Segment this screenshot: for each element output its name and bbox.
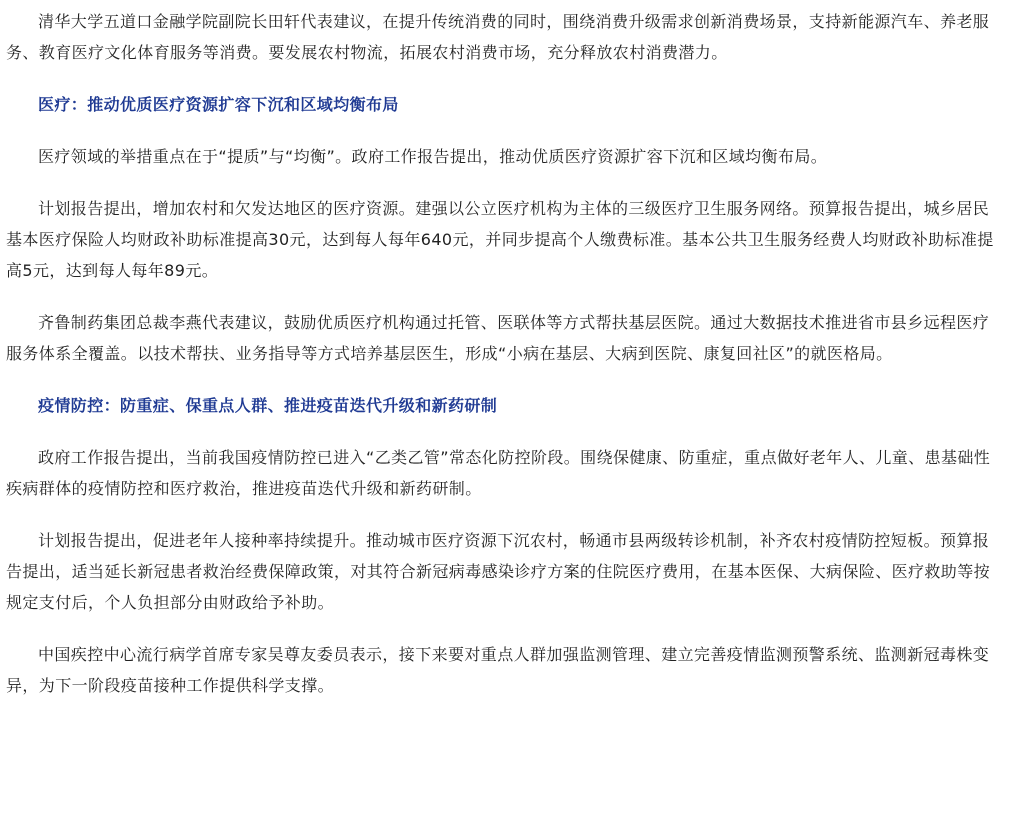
paragraph-epidemic-intro: 政府工作报告提出，当前我国疫情防控已进入“乙类乙管”常态化防控阶段。围绕保健康、防重症，重点做好老年人、儿童、患基础性疾病群体的疫情防控和医疗救治，推进疫苗迭代升级和新药研制。 bbox=[6, 448, 991, 498]
paragraph-healthcare-proposal: 齐鲁制药集团总裁李燕代表建议，鼓励优质医疗机构通过托管、医联体等方式帮扶基层医院。通过大数据技术推进省市县乡远程医疗服务体系全覆盖。以技术帮扶、业务指导等方式培养基层医生，形成“小病在基层、大病到医院、康复回社区”的就医格局。 bbox=[6, 313, 990, 363]
paragraph-healthcare-plan: 计划报告提出，增加农村和欠发达地区的医疗资源。建强以公立医疗机构为主体的三级医疗卫生服务网络。预算报告提出，城乡居民基本医疗保险人均财政补助标准提高30元，达到每人每年640元，并同步提高个人缴费标准。基本公共卫生服务经费人均财政补助标准提高5元，达到每人每年89元。 bbox=[6, 199, 994, 280]
section-heading-epidemic: 疫情防控：防重症、保重点人群、推进疫苗迭代升级和新药研制 bbox=[38, 396, 498, 415]
paragraph-epidemic-plan: 计划报告提出，促进老年人接种率持续提升。推动城市医疗资源下沉农村，畅通市县两级转诊机制，补齐农村疫情防控短板。预算报告提出，适当延长新冠患者救治经费保障政策，对其符合新冠病毒感染诊疗方案的住院医疗费用，在基本医保、大病保险、医疗救助等按规定支付后，个人负担部分由财政给予补助。 bbox=[6, 531, 991, 612]
paragraph-epidemic-expert: 中国疾控中心流行病学首席专家吴尊友委员表示，接下来要对重点人群加强监测管理、建立完善疫情监测预警系统、监测新冠毒株变异，为下一阶段疫苗接种工作提供科学支撑。 bbox=[6, 645, 990, 695]
paragraph-consumption: 清华大学五道口金融学院副院长田轩代表建议，在提升传统消费的同时，围绕消费升级需求创新消费场景，支持新能源汽车、养老服务、教育医疗文化体育服务等消费。要发展农村物流，拓展农村消费市场，充分释放农村消费潜力。 bbox=[6, 12, 990, 62]
section-heading-healthcare: 医疗：推动优质医疗资源扩容下沉和区域均衡布局 bbox=[38, 95, 399, 114]
paragraph-healthcare-intro: 医疗领域的举措重点在于“提质”与“均衡”。政府工作报告提出，推动优质医疗资源扩容下沉和区域均衡布局。 bbox=[38, 147, 828, 166]
